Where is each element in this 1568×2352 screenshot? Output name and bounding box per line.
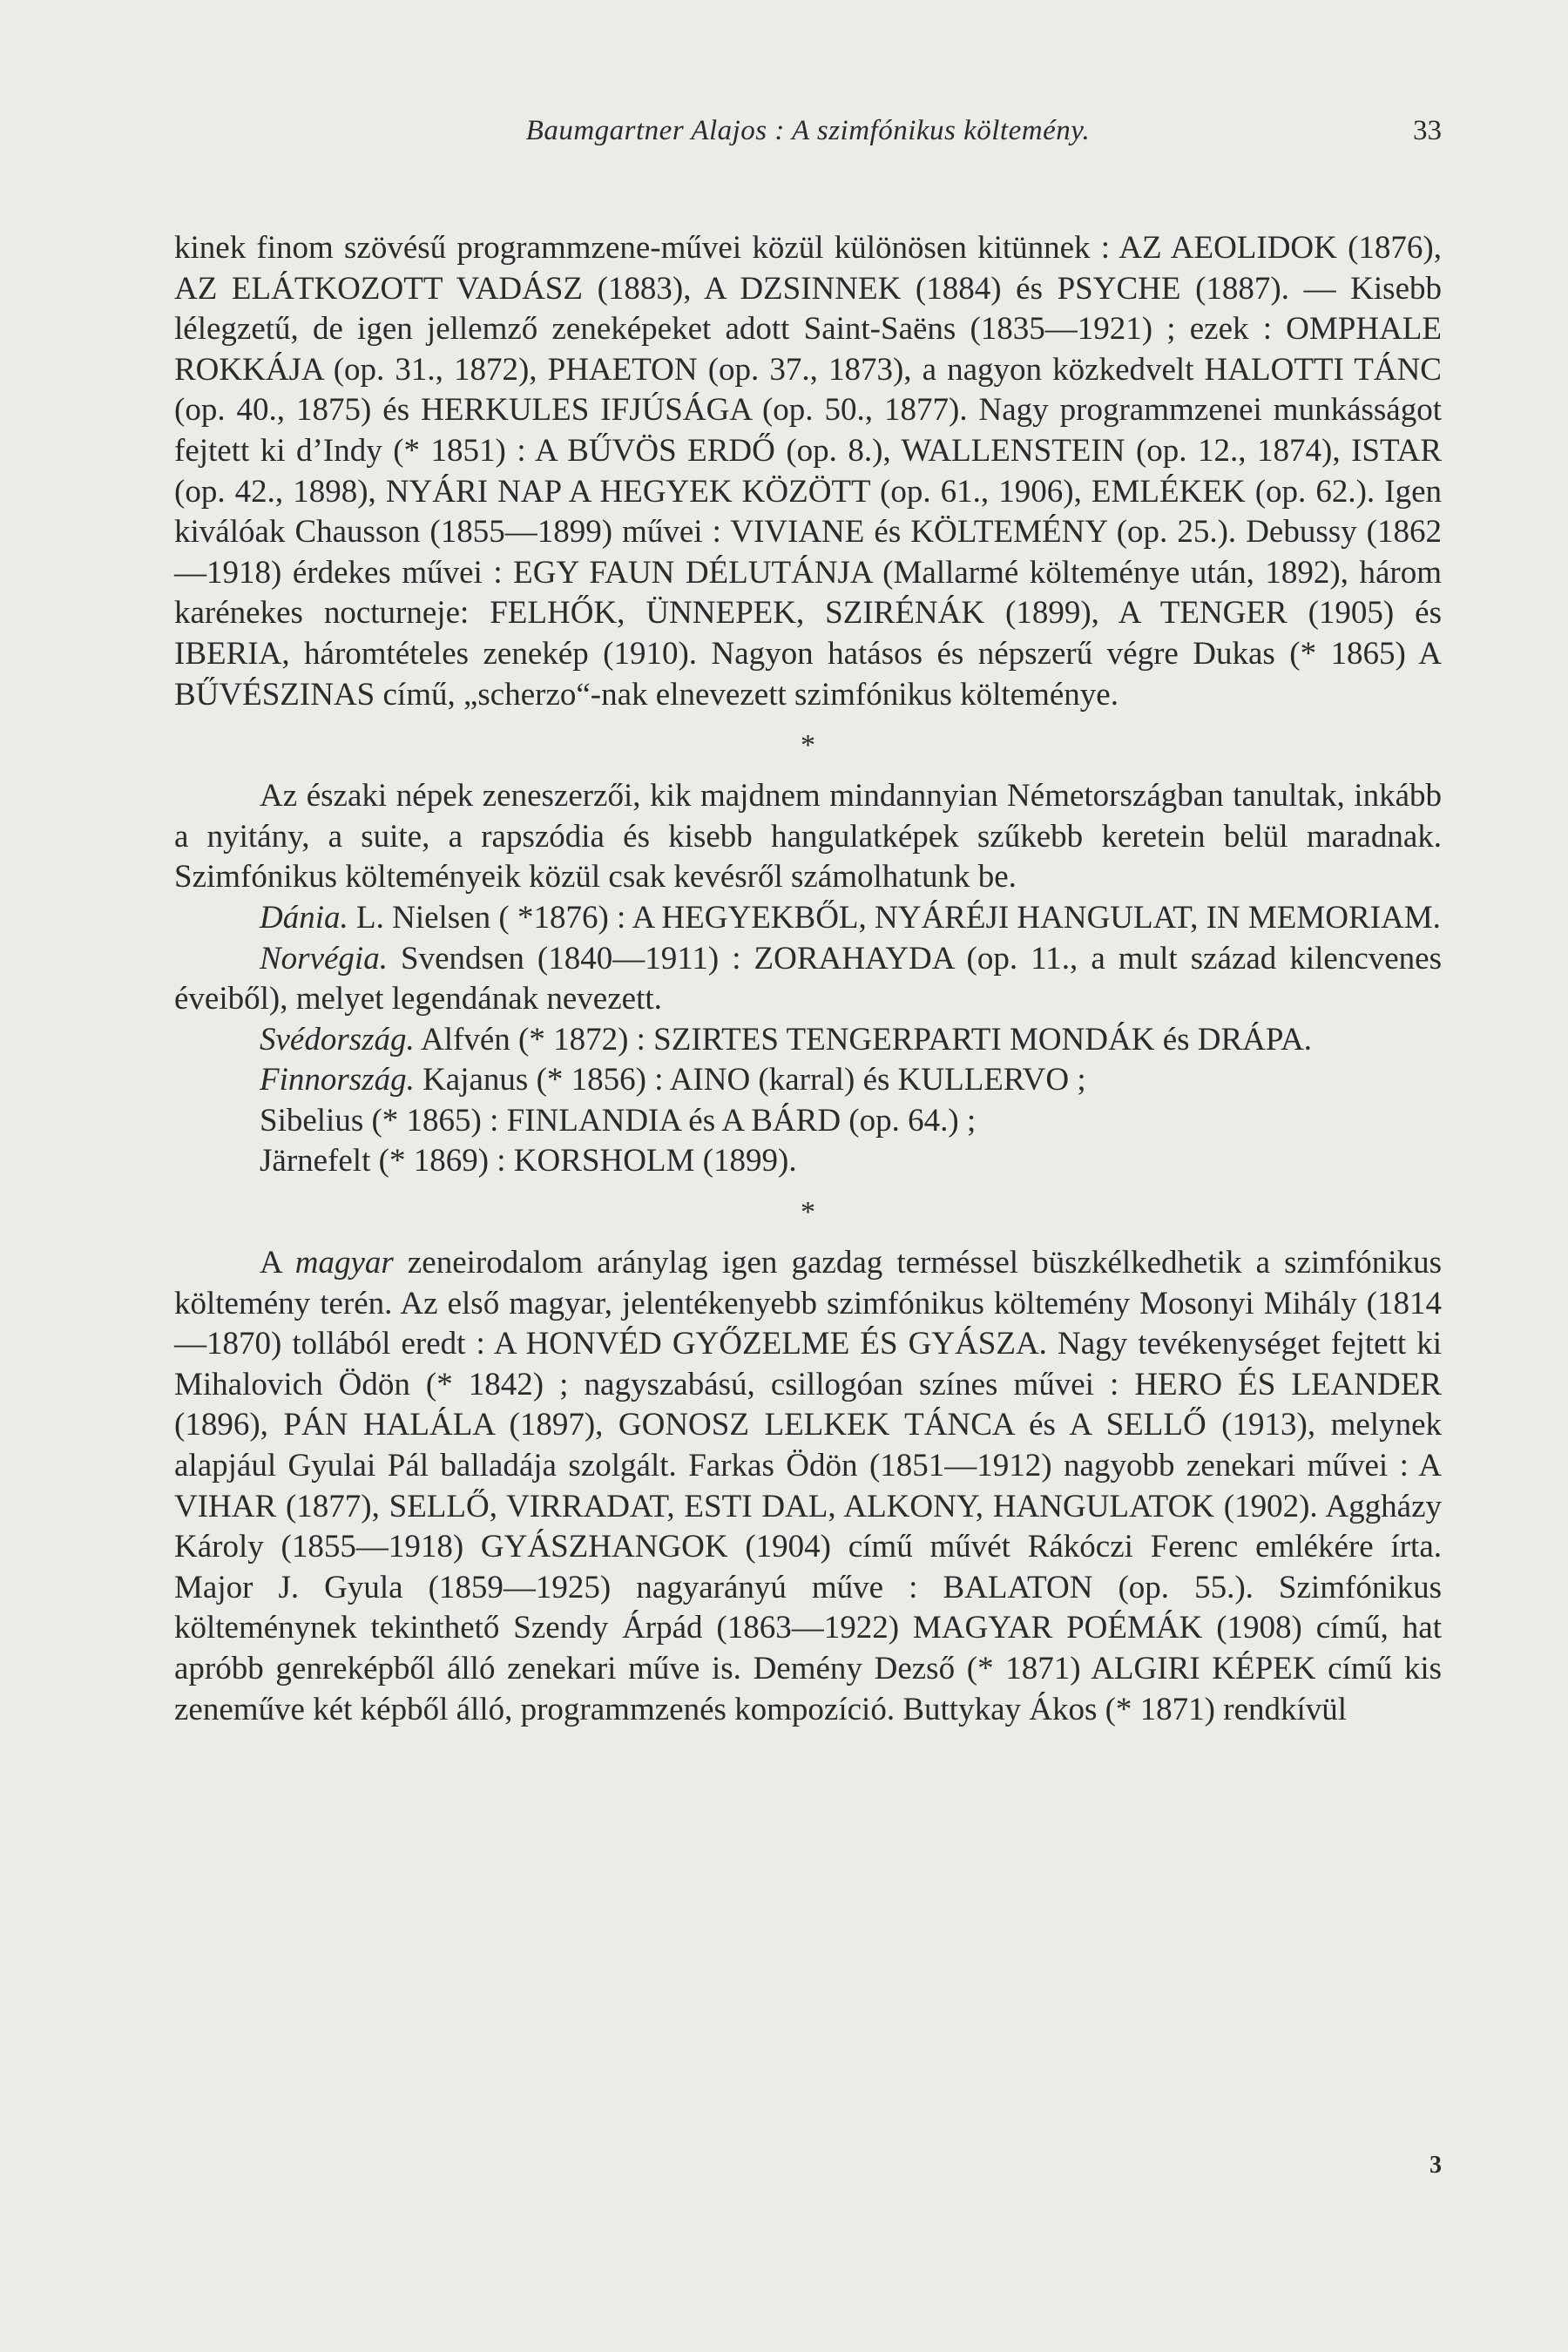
country-text: Kajanus (* 1856) : AINO (karral) és KULLERVO ;	[414, 1062, 1086, 1098]
paragraph-lead: A	[260, 1245, 295, 1281]
paragraph: Az északi népek zeneszerzői, kik majdnem mindannyian Németországban tanultak, inkább a nyitány, a suite, a rapszódia és kisebb hangulatképek szűkebb keretein belül maradnak. Szimfónikus költeményeik közül csak kevésről számolhatunk be.	[174, 778, 1442, 896]
country-entry	[174, 1060, 1442, 1101]
country-text: Svendsen (1840—1911) : ZORAHAYDA (op. 11., a mult század kilencvenes éveiből), melyet legendának nevezett.	[174, 940, 1442, 1017]
paragraph: kinek finom szövésű programmzene-művei közül különösen kitünnek : AZ AEOLIDOK (1876), AZ ELÁTKOZOTT VADÁSZ (1883), A DZSINNEK (1884) és PSYCHE (1887). — Kisebb lélegzetű, de igen jellemző zeneképeket adott Saint-Saëns (1835—1921) ; ezek : OMPHALE ROKKÁJA (op. 31., 1872), PHAETON (op. 37., 1873), a nagyon közkedvelt HALOTTI TÁNC (op. 40., 1875) és HERKULES IFJÚSÁGA (op. 50., 1877). Nagy programmzenei munkásságot fejtett ki d’Indy (* 1851) : A BŰVÖS ERDŐ (op. 8.), WALLENSTEIN (op. 12., 1874), ISTAR (op. 42., 1898), NYÁRI NAP A HEGYEK KÖZÖTT (op. 61., 1906), EMLÉKEK (op. 62.). Igen kiválóak Chausson (1855—1899) művei : VIVIANE és KÖLTEMÉNY (op. 25.). Debussy (1862—1918) érdekes művei : EGY FAUN DÉLUTÁNJA (Mallarmé költeménye után, 1892), három karénekes nocturneje: FELHŐK, ÜNNEPEK, SZIRÉNÁK (1899), A TENGER (1905) és IBERIA, háromtételes zenekép (1910). Nagyon hatásos és népszerű végre Dukas (* 1865) A BŰVÉSZINAS című, „scherzo“-nak elnevezett szimfónikus költeménye.	[174, 230, 1442, 713]
section-separator: *	[801, 729, 815, 762]
body-text	[174, 228, 1442, 1730]
country-label: Norvégia.	[260, 940, 388, 977]
paragraph	[174, 1243, 1442, 1730]
running-title: Baumgartner Alajos : A szimfónikus költemény.	[525, 115, 1091, 146]
paragraph-text: zeneirodalom aránylag igen gazdag terméssel büszkélkedhetik a szimfónikus költemény terén. Az első magyar, jelentékenyebb szimfónikus költemény Mosonyi Mihály (1814—1870) tollából eredt : A HONVÉD GYŐZELME ÉS GYÁSZA. Nagy tevékenységet fejtett ki Mihalovich Ödön (* 1842) ; nagyszabású, csillogóan színes művei : HERO ÉS LEANDER (1896), PÁN HALÁLA (1897), GONOSZ LELKEK TÁNCA és A SELLŐ (1913), melynek alapjául Gyulai Pál balladája szolgált. Farkas Ödön (1851—1912) nagyobb zenekari művei : A VIHAR (1877), SELLŐ, VIRRADAT, ESTI DAL, ALKONY, HANGULATOK (1902). Aggházy Károly (1855—1918) GYÁSZHANGOK (1904) című művét Rákóczi Ferenc emlékére írta. Major J. Gyula (1859—1925) nagyarányú műve : BALATON (op. 55.). Szimfónikus költeménynek tekinthető Szendy Árpád (1863—1922) MAGYAR POÉMÁK (1908) című, hat apróbb genreképből álló zenekari műve is. Demény Dezső (* 1871) ALGIRI KÉPEK című kis zeneműve két képből álló, programmzenés kompozíció. Buttykay Ákos (* 1871) rendkívül	[174, 1245, 1442, 1727]
emphasis: magyar	[294, 1245, 394, 1281]
country-text: Alfvén (* 1872) : SZIRTES TENGERPARTI MONDÁK és DRÁPA.	[414, 1021, 1313, 1058]
page-number: 33	[1413, 115, 1442, 146]
country-text: L. Nielsen ( *1876) : A HEGYEKBŐL, NYÁRÉJI HANGULAT, IN MEMORIAM.	[348, 899, 1441, 936]
country-label: Dánia.	[260, 899, 348, 936]
country-entry	[174, 939, 1442, 1020]
country-entry	[174, 898, 1442, 939]
country-label: Svédország.	[260, 1021, 415, 1058]
composer-line: Sibelius (* 1865) : FINLANDIA és A BÁRD (op. 64.) ;	[260, 1102, 977, 1139]
running-head	[174, 112, 1442, 150]
section-separator: *	[801, 1196, 815, 1229]
country-entry	[174, 1020, 1442, 1061]
composer-line: Järnefelt (* 1869) : KORSHOLM (1899).	[260, 1143, 797, 1179]
country-label: Finnország.	[260, 1062, 415, 1098]
printer-signature: 3	[1429, 2152, 1442, 2179]
